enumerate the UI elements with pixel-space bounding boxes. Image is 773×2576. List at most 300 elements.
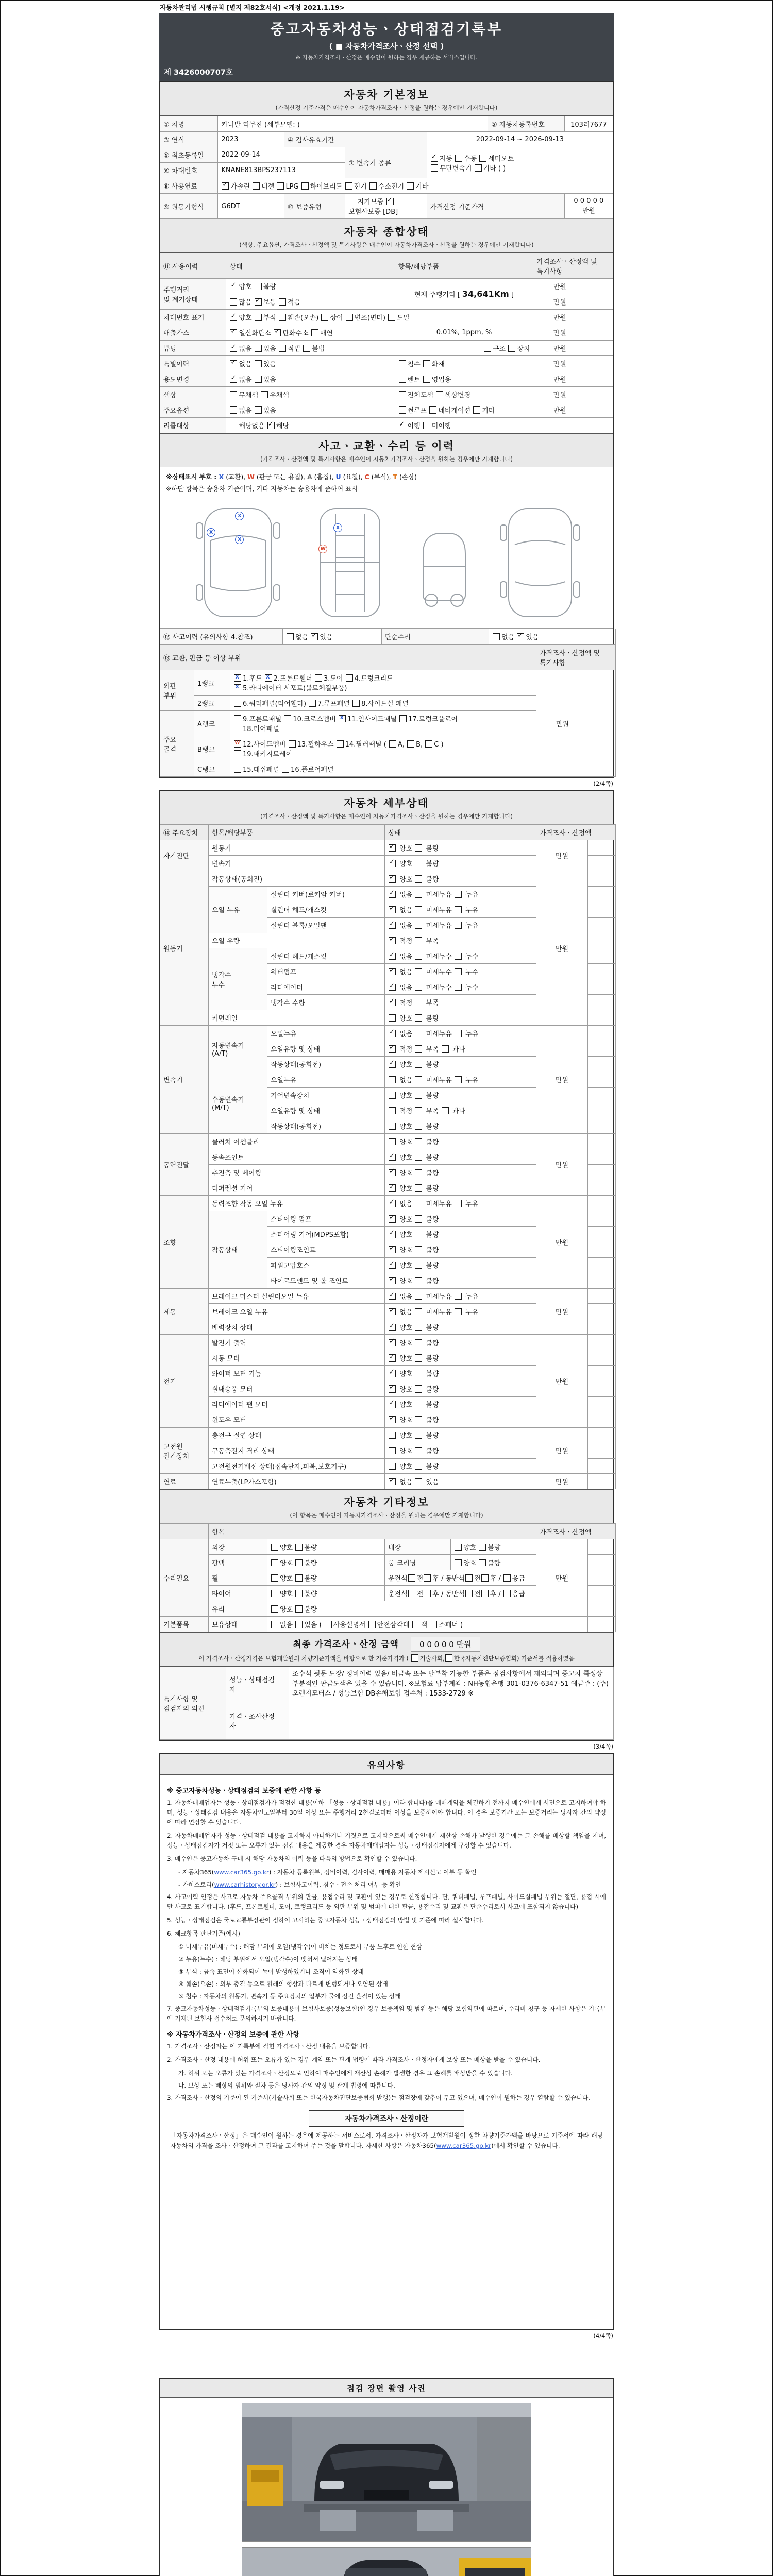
sub-row-label: 가격ㆍ조사산정 자	[226, 1702, 289, 1739]
money-cell: 만원	[536, 1289, 588, 1335]
value-cell: 라디에이터	[267, 979, 385, 995]
section-box-2	[159, 790, 614, 1741]
checkbox-unchecked	[455, 953, 462, 960]
diagram-damage-mark-x: X	[207, 528, 215, 537]
value-cell	[588, 1227, 616, 1242]
checkbox-unchecked	[442, 1107, 449, 1114]
document-subtitle: ( ■ 자동차가격조사ㆍ산정 선택 )	[329, 42, 444, 51]
value-cell: 브레이크 오일 누유	[209, 1304, 385, 1319]
value-cell	[588, 1350, 616, 1366]
money-cell: 만원	[536, 871, 588, 1026]
car-diagram-top-view	[189, 504, 287, 623]
value-cell: 렌트 영업용	[395, 371, 533, 387]
checkbox-x-exchange-mark	[234, 684, 241, 691]
checkbox-checked	[222, 182, 229, 190]
value-cell: 변속기	[209, 856, 385, 871]
value-cell: 냉각수 수량	[267, 995, 385, 1010]
value-cell	[588, 918, 616, 933]
value-cell: ✓ 양호 불량	[385, 1211, 536, 1227]
checkbox-unchecked	[455, 1308, 462, 1315]
value-cell: 양호 불량	[267, 1555, 385, 1570]
value-cell	[588, 1617, 616, 1632]
diagram-damage-mark-w: W	[318, 545, 327, 553]
detail-state-table	[160, 824, 613, 1489]
value-cell: ✓ 양호 불량	[385, 1258, 536, 1273]
value-cell: 양호 불량	[451, 1555, 536, 1570]
sub-row-label: 보유상태	[209, 1617, 267, 1632]
checkbox-unchecked	[234, 750, 241, 757]
value-cell: 타이로드엔드 및 볼 조인트	[267, 1273, 385, 1289]
checkbox-x-exchange-mark	[234, 674, 241, 682]
checkbox-checked	[386, 198, 394, 205]
checkbox-unchecked	[412, 1621, 419, 1628]
inspection-photo-front	[242, 2403, 531, 2542]
value-cell	[586, 341, 613, 356]
value-cell	[588, 1570, 616, 1586]
basic-info-table	[160, 116, 613, 219]
value-cell: 시동 모터	[209, 1350, 385, 1366]
money-cell: 만원	[536, 1428, 588, 1474]
money-cell: 만원	[536, 1474, 588, 1489]
legend-mark-u: U	[335, 473, 341, 481]
checkbox-unchecked	[415, 1030, 422, 1037]
row-label: ⑤ 최초등록일	[160, 147, 218, 163]
value-cell: 클러치 어셈블리	[209, 1134, 385, 1149]
car-diagram-rear-view	[496, 504, 584, 623]
column-header: 가격조사ㆍ산정액	[536, 825, 616, 840]
detail-state-header	[160, 791, 613, 824]
diagram-damage-mark-x: X	[235, 535, 244, 544]
notes-paragraph: 7. 중고자동차성능ㆍ상태점검기록부의 보증내용이 보험사보증(성능보험)인 경우 보증책임 및 범위 등은 해당 보험약관에 따르며, 수리비 청구 등 자세한 사항은 기록부에 기재된 보험사 접수처로 문의하시기 바랍니다.	[167, 2005, 606, 2022]
sub-row-label: 수동변속기 (M/T)	[209, 1072, 267, 1134]
form-regulation-note: 자동차관리법 시행규칙 [별지 제82호서식] <개정 2021.1.19>	[160, 4, 345, 11]
checkbox-unchecked	[455, 968, 462, 975]
checkbox-checked	[230, 376, 237, 383]
checkbox-checked	[230, 345, 237, 352]
checkbox-unchecked	[349, 198, 356, 205]
checkbox-checked	[389, 1231, 396, 1238]
etc-info-subtitle: (이 항목은 매수인이 자동차가격조사ㆍ산정을 원하는 경우에만 기재합니다)	[290, 1512, 483, 1519]
value-cell	[588, 1165, 616, 1180]
checkbox-unchecked	[415, 1014, 422, 1022]
checkbox-unchecked	[234, 766, 241, 773]
value-cell: ✓ 양호 불량	[385, 871, 536, 887]
checkbox-checked	[389, 1308, 396, 1315]
row-label: 수리필요	[160, 1539, 209, 1617]
value-cell: ✓ 가솔린 디젤 LPG 하이브리드 전기 수소전기 기타	[218, 178, 613, 194]
checkbox-unchecked	[455, 906, 462, 913]
checkbox-unchecked	[399, 715, 407, 722]
column-header: 항목	[209, 1524, 536, 1539]
value-cell: ✓ 없음 있음	[385, 1474, 536, 1489]
checkbox-unchecked	[415, 984, 422, 991]
value-cell: 원동기	[209, 840, 385, 856]
checkbox-unchecked	[255, 406, 262, 414]
checkbox-unchecked	[415, 1154, 422, 1161]
value-cell: 실린더 블록/오일팬	[267, 918, 385, 933]
checkbox-unchecked	[255, 360, 262, 367]
checkbox-unchecked	[415, 1138, 422, 1145]
notes-paragraph: - 자동차365(www.car365.go.kr) : 자동차 등록원부, 정비이력, 검사이력, 매매용 자동차 제시신고 여부 등 확인	[178, 1869, 477, 1876]
checkbox-unchecked	[289, 740, 296, 748]
state-mark-legend-note: ※하단 항목은 승용차 기준이며, 기타 자동차는 승용차에 준하여 표시	[166, 484, 358, 493]
checkbox-unchecked	[442, 1045, 449, 1053]
value-cell	[588, 1103, 616, 1118]
checkbox-unchecked	[455, 1200, 462, 1207]
value-cell: 라디에이터 팬 모터	[209, 1397, 385, 1412]
value-cell: ✓자동 수동 세미오토 무단변속기 기타 ( )	[427, 147, 613, 178]
notes-paragraph: 4. 사고이력 인정은 사고로 자동차 주요골격 부위의 판금, 용접수리 및 교환이 있는 경우로 한정합니다. 단, 쿼터패널, 루프패널, 사이드실패널 부위는 절단, 용접 시에만 사고로 표기합니다. (후드, 프론트휀더, 도어, 트렁크리드 등 외판 부위 및 범퍼에 대한 판금, 용접수리 및 교환은 단순수리로서 사고에 포함되지 않습니다)	[167, 1893, 606, 1911]
checkbox-unchecked	[303, 345, 310, 352]
notes-paragraph: 1. 가격조사ㆍ산정자는 이 기록부에 적힌 가격조사ㆍ산정 내용을 보증합니다.	[167, 2042, 371, 2050]
notes-paragraph: ① 미세누유(미세누수) : 해당 부위에 오일(냉각수)이 비치는 정도로서 부품 노후로 인한 현상	[178, 1943, 423, 1951]
value-cell: ✓ 없음 미세누수 누수	[385, 948, 536, 964]
value-cell	[588, 1026, 616, 1041]
value-cell: ✓ 양호 불량	[385, 840, 536, 856]
photos-box	[159, 2378, 614, 2576]
checkbox-unchecked	[337, 740, 344, 748]
value-cell	[588, 1555, 616, 1570]
checkbox-unchecked	[479, 1544, 486, 1551]
basic-info-subtitle: (가격산정 기준가격은 매수인이 자동차가격조사ㆍ산정을 원하는 경우에만 기재합니다)	[275, 104, 498, 111]
column-header: 상태	[385, 825, 536, 840]
row-label: 동력전달	[160, 1134, 209, 1196]
checkbox-unchecked	[424, 1574, 431, 1582]
checkbox-unchecked	[484, 345, 491, 352]
value-cell	[588, 1041, 616, 1057]
value-cell	[586, 310, 613, 325]
value-cell	[588, 840, 616, 856]
value-cell	[289, 1702, 614, 1739]
value-cell: ✓ 양호 불량	[385, 1165, 536, 1180]
row-label: 튜닝	[160, 341, 226, 356]
page-marker-3: (3/4쪽)	[593, 1742, 613, 1750]
value-cell: 양호 불량	[385, 1459, 536, 1474]
checkbox-unchecked	[445, 1654, 452, 1662]
checkbox-unchecked	[230, 298, 237, 306]
value-cell: ✓ 적정 부족	[385, 933, 536, 948]
column-header: 항목/해당부품	[209, 825, 385, 840]
checkbox-unchecked	[309, 700, 316, 707]
sub-row-label: 2랭크	[194, 696, 230, 711]
checkbox-unchecked	[389, 740, 396, 748]
value-cell: ✓ 양호 불량	[385, 856, 536, 871]
value-cell: 조수석 뒷문 도장/ 정비이력 있음/ 비금속 또는 탈부착 가능한 부품은 점검사항에서 제외되며 중고차 특성상 부분적인 판금도색은 있을 수 있습니다. ※보험료 납부계좌 : NH농협은행 301-0376-6347-51 예금주 : (주)오렌지모터스 / 성능보험 DB손해보험 접수처 : 1533-2729 ※	[289, 1667, 614, 1702]
row-label: 단순수리	[382, 629, 489, 645]
checkbox-unchecked	[389, 1014, 396, 1022]
money-cell	[533, 418, 586, 433]
row-label: 외판 부위	[160, 670, 194, 711]
checkbox-unchecked	[455, 155, 462, 162]
checkbox-unchecked	[415, 1293, 422, 1300]
checkbox-unchecked	[346, 314, 353, 321]
row-label: 가격산정 기준가격	[427, 194, 564, 219]
checkbox-checked	[389, 1478, 396, 1485]
value-cell: ✓ 없음 미세누수 누수	[385, 964, 536, 979]
checkbox-unchecked	[389, 1447, 396, 1454]
value-cell	[588, 1149, 616, 1165]
checkbox-unchecked	[415, 1416, 422, 1423]
value-cell: 동력조향 작동 오일 누유	[209, 1196, 385, 1211]
checkbox-unchecked	[455, 1030, 462, 1037]
checkbox-unchecked	[465, 1574, 473, 1582]
checkbox-checked	[431, 155, 438, 162]
checkbox-checked	[389, 1370, 396, 1377]
value-cell: 양호 불량	[385, 1134, 536, 1149]
photos-wrap	[160, 2398, 613, 2576]
value-cell: X1.후드 X2.프론트휀더 3.도어 4.트렁크리드 X5.라디에이터 서포트(볼트체결부품)	[230, 670, 536, 696]
overall-state-subtitle: (색상, 주요옵션, 가격조사ㆍ산정액 및 특기사항은 매수인이 자동차가격조사ㆍ산정을 원하는 경우에만 기재합니다)	[239, 241, 534, 248]
state-mark-legend	[160, 467, 613, 499]
value-cell: ✓ 없음 있음	[226, 371, 395, 387]
value-cell: ✓ 양호 불량	[385, 1273, 536, 1289]
final-price-label: 최종 가격조사ㆍ산정 금액	[293, 1639, 399, 1650]
sub-row-label: 자동변속기 (A/T)	[209, 1026, 267, 1072]
checkbox-unchecked	[455, 891, 462, 898]
value-cell	[586, 356, 613, 371]
value-cell: 워터펌프	[267, 964, 385, 979]
value-cell: 자가보증 ✓보험사보증 [DB]	[345, 194, 427, 219]
checkbox-unchecked	[279, 314, 286, 321]
value-cell: 등속조인트	[209, 1149, 385, 1165]
checkbox-unchecked	[429, 406, 436, 414]
value-cell: ✓양호 불량	[226, 279, 395, 294]
value-cell	[588, 1289, 616, 1304]
document-title-block	[159, 13, 614, 81]
checkbox-unchecked	[295, 1605, 303, 1613]
value-cell: 양호 불량	[385, 1088, 536, 1103]
row-label: ④ 검사유효기간	[284, 132, 427, 147]
value-cell: 오일 유량	[209, 933, 385, 948]
value-cell: 15.대쉬패널 16.플로어패널	[230, 761, 536, 777]
overall-state-title: 자동차 종합상태	[344, 226, 429, 238]
checkbox-checked	[389, 875, 396, 883]
checkbox-unchecked	[455, 1076, 462, 1083]
checkbox-unchecked	[282, 766, 289, 773]
money-cell: 만원	[536, 1026, 588, 1134]
checkbox-unchecked	[475, 164, 482, 172]
money-cell: 만원	[536, 1539, 588, 1617]
value-cell	[588, 964, 616, 979]
notes-paragraph: 「자동차가격조사ㆍ산정」은 매수인이 원하는 경우에 제공하는 서비스로서, 가격조사ㆍ산정자가 보험개발원이 정한 차량기준가액을 바탕으로 기준서에 따라 해당 자동차의 가격을 조사ㆍ산정하여 그 결과를 고지하여 주는 것을 말합니다. 자세한 사항은 자동차365(www.car365.go.kr)에서 확인할 수 있습니다.	[170, 2132, 603, 2149]
checkbox-unchecked	[415, 875, 422, 883]
value-cell	[588, 1010, 616, 1026]
checkbox-unchecked	[503, 1590, 511, 1597]
value-cell: ✓ 양호 불량	[385, 1319, 536, 1335]
column-header: ⑭ 주요장치	[160, 825, 209, 840]
checkbox-unchecked	[425, 740, 432, 748]
checkbox-unchecked	[415, 968, 422, 975]
sub-row-label: 1랭크	[194, 670, 230, 696]
checkbox-unchecked	[481, 1590, 489, 1597]
value-cell	[588, 1273, 616, 1289]
value-cell	[588, 887, 616, 902]
value-cell	[588, 1258, 616, 1273]
final-price-value: 0 0 0 0 0 만원	[411, 1637, 480, 1652]
notes-heading: ※ 자동차가격조사ㆍ산정의 보증에 관한 사항	[167, 2030, 299, 2039]
value-cell	[588, 1412, 616, 1428]
checkbox-unchecked	[255, 314, 262, 321]
checkbox-unchecked	[408, 1590, 415, 1597]
value-cell: 많음 ✓보통 적음	[226, 294, 395, 310]
checkbox-checked	[389, 1324, 396, 1331]
checkbox-unchecked	[430, 1621, 437, 1628]
notes-heading: ※ 중고자동차성능ㆍ상태점검의 보증에 관한 사항 등	[167, 1787, 321, 1795]
checkbox-unchecked	[436, 391, 443, 398]
value-cell	[588, 1211, 616, 1227]
final-price-band	[160, 1632, 613, 1667]
column-header: ⑬ 교환, 판금 등 이상 부위	[160, 645, 536, 670]
checkbox-checked	[389, 953, 396, 960]
checkbox-checked	[389, 937, 396, 944]
value-cell	[588, 902, 616, 918]
checkbox-unchecked	[325, 1621, 332, 1628]
website-link: www.carhistory.or.kr	[214, 1881, 276, 1889]
checkbox-unchecked	[407, 740, 414, 748]
checkbox-checked	[389, 1277, 396, 1284]
notes-paragraph: ② 누유(누수) : 해당 부위에서 오일(냉각수)이 맺혀서 떨어지는 상태	[178, 1956, 358, 1963]
value-cell: W12.사이드멤버 13.휠하우스 14.필러패널 ( A, B, C ) 19.패키지트레이	[230, 736, 536, 761]
row-label: ② 자동차등록번호	[488, 116, 565, 132]
checkbox-unchecked	[295, 1544, 303, 1551]
checkbox-unchecked	[493, 633, 500, 640]
checkbox-unchecked	[415, 999, 422, 1006]
checkbox-unchecked	[408, 1574, 415, 1582]
value-cell: 6.쿼터패널(리어휀다) 7.루프패널 8.사이드실 패널	[230, 696, 536, 711]
document-title: 중고자동차성능ㆍ상태점검기록부	[270, 21, 503, 38]
value-cell: ✓ 양호 불량	[385, 1335, 536, 1350]
value-cell: ✓ 적정 부족	[385, 995, 536, 1010]
accident-history-header	[160, 433, 613, 467]
checkbox-unchecked	[407, 182, 414, 190]
checkbox-unchecked	[415, 844, 422, 852]
sub-row-label: 타이어	[209, 1586, 267, 1601]
column-header: 가격조사ㆍ산정액 및 특기사항	[533, 253, 613, 279]
value-cell	[588, 856, 616, 871]
value-cell	[588, 1474, 616, 1489]
value-cell	[588, 1242, 616, 1258]
value-cell	[588, 979, 616, 995]
document-subnote: ※ 자동차가격조사ㆍ산정은 매수인이 원하는 경우 제공하는 서비스입니다.	[295, 54, 478, 61]
value-cell	[588, 1118, 616, 1134]
value-cell: ✓ 없음 미세누유 누유	[385, 1196, 536, 1211]
value-cell: ✓ 양호 부식 훼손(오손) 상이 변조(변타) 도말	[226, 310, 533, 325]
value-cell: ✓ 양호 불량	[385, 1180, 536, 1196]
checkbox-unchecked	[415, 1478, 422, 1485]
value-cell: 양호 불량	[385, 1428, 536, 1443]
value-cell: ✓ 양호 불량	[385, 1227, 536, 1242]
checkbox-checked	[389, 999, 396, 1006]
diagram-damage-mark-x: X	[333, 523, 342, 532]
sub-row-label: A랭크	[194, 711, 230, 736]
row-label: 자기진단	[160, 840, 209, 871]
row-label: 주요옵션	[160, 402, 226, 418]
value-cell: KNANE813BPS237113	[218, 163, 345, 178]
checkbox-unchecked	[415, 860, 422, 867]
value-cell: ✓ 없음 미세누유 누유	[385, 918, 536, 933]
column-header: 가격조사ㆍ산정액	[536, 1524, 616, 1539]
money-cell: 만원	[536, 1134, 588, 1196]
sub-row-label: 성능ㆍ상태점검 자	[226, 1667, 289, 1702]
value-cell: 고전원전기배선 상태(접속단자,피복,보호기구)	[209, 1459, 385, 1474]
value-cell: 작동상태(공회전)	[267, 1118, 385, 1134]
checkbox-unchecked	[271, 1590, 278, 1597]
value-cell: ✓ 일산화탄소 ✓탄화수소 매연	[226, 325, 395, 341]
checkbox-unchecked	[234, 700, 241, 707]
row-label: 색상	[160, 387, 226, 402]
row-label: 리콜대상	[160, 418, 226, 433]
value-cell: 스티어링 기어(MDPS포함)	[267, 1227, 385, 1242]
checkbox-checked	[389, 1339, 396, 1346]
value-cell: 윈도우 모터	[209, 1412, 385, 1428]
row-label: 변속기	[160, 1026, 209, 1134]
checkbox-unchecked	[399, 376, 406, 383]
inspection-photo-rear	[242, 2547, 531, 2576]
value-cell: 실린더 커버(로커암 커버)	[267, 887, 385, 902]
value-cell: ✓ 없음 미세누유 누유	[385, 1304, 536, 1319]
car-diagram-underbody-view	[309, 504, 391, 623]
legend-mark-t: T	[393, 473, 398, 481]
checkbox-checked	[389, 844, 396, 852]
value-cell: 무채색 유채색	[226, 387, 395, 402]
notes-box-title: 자동차가격조사ㆍ산정이란	[309, 2110, 464, 2127]
value-cell: 파워고압호스	[267, 1258, 385, 1273]
checkbox-unchecked	[295, 1590, 303, 1597]
notes-header	[160, 1754, 613, 1775]
checkbox-checked	[389, 891, 396, 898]
checkbox-unchecked	[271, 1605, 278, 1613]
checkbox-unchecked	[277, 182, 284, 190]
value-cell: 양호 불량	[267, 1601, 536, 1617]
row-label: 제동	[160, 1289, 209, 1335]
checkbox-checked	[389, 906, 396, 913]
notes-title: 유의사항	[367, 1760, 406, 1771]
column-header: ⑪ 사용이력	[160, 253, 226, 279]
checkbox-unchecked	[415, 1045, 422, 1053]
checkbox-unchecked	[295, 1559, 303, 1566]
value-cell: ✓ 없음 미세누수 누수	[385, 979, 536, 995]
row-label: 기본품목	[160, 1617, 209, 1632]
checkbox-unchecked	[388, 314, 395, 321]
value-cell: 충전구 절연 상태	[209, 1428, 385, 1443]
column-header: 항목/해당부품	[395, 253, 533, 279]
value-cell: 양호 불량	[267, 1570, 385, 1586]
checkbox-unchecked	[415, 1107, 422, 1114]
checkbox-checked	[389, 860, 396, 867]
checkbox-checked	[389, 1293, 396, 1300]
sub-row-label: 외장	[209, 1539, 267, 1555]
money-cell: 만원	[533, 371, 586, 387]
car-top-outline	[189, 504, 287, 621]
checkbox-x-exchange-mark	[265, 674, 272, 682]
value-cell	[588, 1072, 616, 1088]
row-label: ⑩ 보증유형	[284, 194, 345, 219]
row-label: ① 차명	[160, 116, 218, 132]
basic-info-title: 자동차 기본정보	[344, 89, 429, 101]
checkbox-checked	[389, 1200, 396, 1207]
value-cell	[588, 1335, 616, 1350]
checkbox-unchecked	[389, 1432, 396, 1439]
checkbox-checked	[389, 1215, 396, 1223]
checkbox-unchecked	[455, 1559, 462, 1566]
checkbox-unchecked	[399, 406, 406, 414]
checkbox-unchecked	[345, 182, 352, 190]
checkbox-checked	[389, 1401, 396, 1408]
value-cell: 양호 불량	[385, 1118, 536, 1134]
checkbox-unchecked	[465, 1590, 473, 1597]
checkbox-checked	[311, 633, 318, 640]
row-label: 용도변경	[160, 371, 226, 387]
